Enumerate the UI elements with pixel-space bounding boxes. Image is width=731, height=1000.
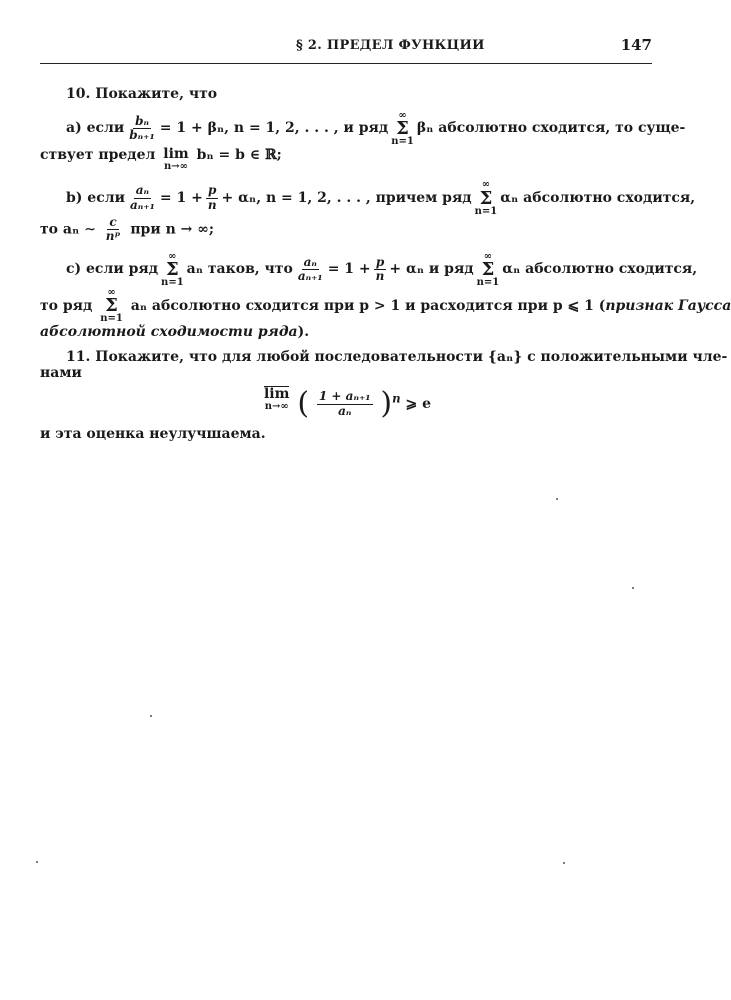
problem-11-formula [40,382,652,426]
sigma: Σ [481,259,495,281]
text: то aₙ ∼ [40,221,96,238]
exponent: n [392,391,401,406]
fraction-denominator: n [207,197,217,212]
lim-subscript: n→∞ [264,400,289,412]
text: bₙ = b ∈ ℝ; [196,146,282,163]
running-head: § 2. ПРЕДЕЛ ФУНКЦИИ [296,38,485,53]
limit-operator [163,147,188,172]
sum-upper: ∞ [481,179,491,191]
fraction-denominator: bₙ₊₁ [129,128,155,143]
text: αₙ абсолютно сходится, [502,261,698,278]
problem-11-line2: нами [40,365,82,382]
gauss-test-name-cont: абсолютной сходимости ряда [40,323,298,340]
text: то ряд [40,297,93,314]
problem-10a-line1 [40,109,686,148]
problem-10c-line1 [40,250,698,289]
sum-symbol [161,252,184,288]
fraction-c-np [104,216,123,243]
text: + αₙ и ряд [389,261,474,278]
text: = 1 + [159,189,203,206]
relation: ⩾ e [405,396,431,413]
fraction-numerator: 1 + aₙ₊₁ [318,389,371,404]
text: aₙ таков, что [186,261,293,278]
problem-10c-line2 [40,286,731,325]
sum-lower: n=1 [100,313,123,325]
sum-lower: n=1 [476,277,500,289]
fraction-denominator: aₙ [338,403,352,418]
problem-10-intro: 10. Покажите, что [66,86,218,102]
scan-speck [632,587,634,589]
fraction-bn [127,115,156,142]
sum-symbol [477,252,500,288]
scan-speck [36,861,38,863]
problem-10c-line3 [40,324,652,341]
problem-10a-line2 [40,147,652,172]
fraction-1-plus-an1 [317,390,373,417]
sum-symbol [391,111,414,147]
scan-speck [556,498,558,500]
header-rule [40,63,652,64]
gauss-test-name: признак Гаусса [605,297,731,314]
sigma: Σ [105,295,118,317]
fraction-denominator: n [375,269,385,284]
fraction-numerator: aₙ [303,254,317,269]
scan-speck [150,715,152,717]
lim-word: lim [263,386,290,403]
sum-lower: n=1 [474,205,498,217]
fraction-denominator: aₙ₊₁ [129,197,155,212]
fraction-numerator: p [207,183,217,198]
sigma: Σ [396,118,409,140]
sum-upper: ∞ [398,109,407,121]
sum-lower: n=1 [391,136,414,148]
sum-upper: ∞ [168,250,177,262]
page-number: 147 [620,36,652,54]
right-paren: ) [380,386,393,422]
text: + αₙ, n = 1, 2, . . . , причем ряд [221,189,472,206]
fraction-numerator: bₙ [135,114,149,129]
sum-upper: ∞ [107,286,116,298]
text: ). [297,323,310,340]
fraction-an [128,184,157,211]
sum-upper: ∞ [483,250,493,262]
text: при n → ∞; [130,221,215,238]
fraction-p-n [206,184,219,211]
text: а) если [66,120,125,137]
lim-subscript: n→∞ [164,160,188,172]
problem-10b-line2 [40,216,652,243]
fraction-numerator: c [109,215,117,230]
sigma: Σ [165,259,179,281]
problem-11-line1: 11. Покажите, что для любой последовательности {aₙ} с положительными чле- [66,348,728,365]
scan-speck [563,862,565,864]
left-paren: ( [297,386,310,422]
page-header [40,38,652,60]
text: ствует предел [40,146,156,163]
fraction-denominator: nᵖ [105,229,121,244]
page-body [40,86,731,443]
lim-word: lim [163,145,189,162]
text: с) если ряд [66,261,159,278]
text: αₙ абсолютно сходится, [500,189,696,206]
text: = 1 + βₙ, n = 1, 2, . . . , и ряд [159,120,389,137]
problem-10b-line1 [40,179,696,217]
sigma: Σ [479,187,493,209]
fraction-numerator: p [375,254,385,269]
fraction-numerator: aₙ [135,183,150,198]
fraction-an [296,256,325,283]
text: aₙ абсолютно сходится при p > 1 и расходится при p ⩽ 1 ( [130,297,606,314]
text: βₙ абсолютно сходится, то суще- [416,120,686,137]
sum-lower: n=1 [161,277,184,289]
limsup-operator [264,386,289,412]
fraction-p-n [374,256,387,283]
text: = 1 + [327,261,371,278]
fraction-denominator: aₙ₊₁ [297,269,323,284]
problem-11-line3: и эта оценка неулучшаема. [40,426,266,443]
sum-symbol [100,288,123,324]
sum-symbol [475,180,498,216]
text: b) если [66,189,125,206]
